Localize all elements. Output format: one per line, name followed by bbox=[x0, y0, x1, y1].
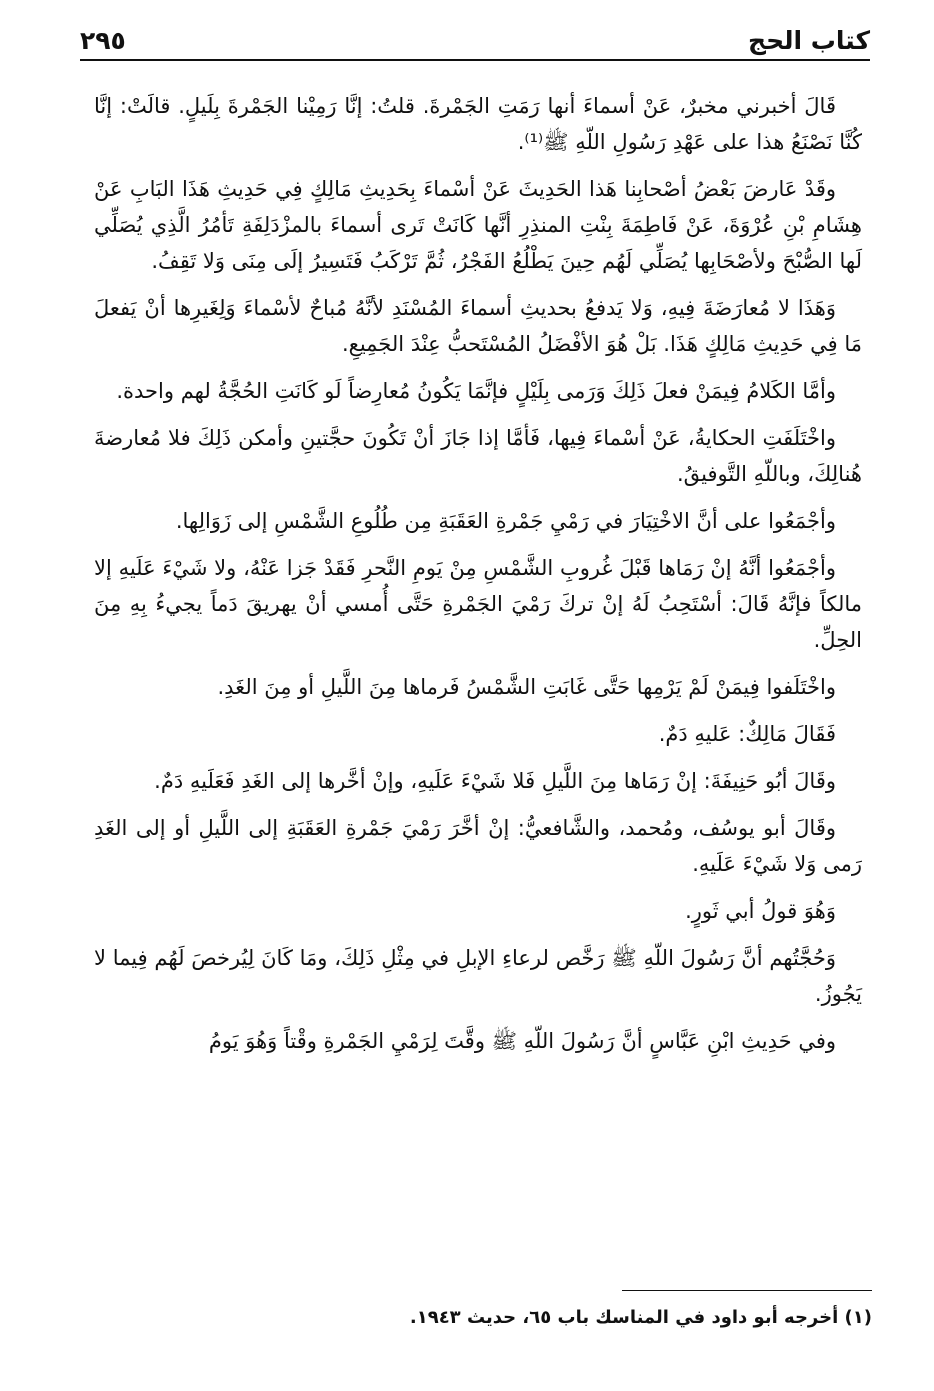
paragraph-7: وأجْمَعُوا أنَّهُ إنْ رَمَاها قَبْلَ غُروبِ الشَّمْسِ مِنْ يَومِ النَّحرِ فَقَدْ جَزا عَنْهُ، ولا شَيْءَ عَلَيهِ إلا مالكاً فإنَّهُ قَالَ: أسْتَحِبُ لَهُ إنْ تركَ رَمْيَ الجَمْرةِ حَتَّى أُمسي أنْ يهريقَ دَماً يجيءُ بِهِ مِنَ الحِلِّ. bbox=[94, 556, 862, 652]
paragraph-9: فَقَالَ مَالِكٌ: عَليهِ دَمٌ. bbox=[658, 722, 836, 746]
paragraph-5: واخْتَلَفَتِ الحكايةُ، عَنْ أسْماءَ فِيها، فَأمَّا إذا جَازَ أنْ تَكُونَ حجَّتينِ وأمكن ذَلِكَ فلا مُعارضةَ هُنالِكَ، وباللّهِ التَّوفيقُ. bbox=[94, 426, 862, 486]
paragraph-14: وفي حَدِيثِ ابْنِ عَبَّاسٍ أنَّ رَسُولَ اللّهِ ﷺ وقَّتَ لِرَمْيِ الجَمْرةِ وقْتاً وَهُوَ يَومُ bbox=[208, 1029, 836, 1053]
paragraph-8: واخْتَلَفوا فِيمَنْ لَمْ يَرْمِها حَتَّى غَابَتِ الشَّمْسُ فَرماها مِنَ اللَّيلِ أو مِنَ الغَدِ. bbox=[217, 675, 836, 699]
paragraph-13: وَحُجَّتُهم أنَّ رَسُولَ اللّهِ ﷺ رَخَّص لرعاءِ الإبلِ في مِثْلِ ذَلِكَ، ومَا كَانَ لِيُرخصَ لَهُم فِيما لا يَجُوزُ. bbox=[94, 946, 862, 1006]
paragraph-11: وقَالَ أبو يوسُف، ومُحمد، والشَّافعيُّ: إنْ أخَّرَ رَمْيَ جَمْرةِ العَقَبَةِ إلى اللَّيلِ أو إلى الغَدِ رَمى وَلا شَيْءَ عَلَيهِ. bbox=[94, 816, 862, 876]
footnote: (١) أخرجه أبو داود في المناسك باب ٦٥، حديث ١٩٤٣. bbox=[409, 1307, 872, 1328]
paragraph-12: وَهُوَ قولُ أبي ثَورٍ. bbox=[685, 899, 836, 923]
book-title: كتاب الحج bbox=[748, 26, 870, 55]
paragraph-4: وأمَّا الكَلامُ فِيمَنْ فعلَ ذَلِكَ وَرَمى بِلَيْلٍ فإنَّمَا يَكُونُ مُعارِضاً لَو كَانَتِ الحُجَّةُ لهم واحدة. bbox=[116, 379, 836, 403]
header-rule bbox=[80, 59, 870, 61]
page-number: ٢٩٥ bbox=[80, 26, 126, 55]
page-header bbox=[80, 22, 870, 62]
paragraph-10: وقَالَ أبُو حَنِيفَةَ: إنْ رَمَاها مِنَ اللَّيلِ فَلا شَيْءَ عَلَيهِ، وإنْ أخَّرها إلى الغَدِ فَعَلَيهِ دَمٌ. bbox=[154, 769, 836, 793]
paragraph-3: وَهَذَا لا مُعارَضَةَ فِيهِ، وَلا يَدفعُ بحديثِ أسماءَ المُسْنَدِ لأنَّهُ مُباحٌ لأسْماءَ وَلِغَيرِها أنْ يَفعلَ مَا فِي حَدِيثِ مَالِكٍ هَذَا. بَلْ هُوَ الأفْضَلُ المُسْتَحبُّ عِنْدَ الجَمِيعِ. bbox=[94, 296, 862, 356]
paragraph-6: وأجْمَعُوا على أنَّ الاخْتِيَارَ في رَمْيِ جَمْرةِ العَقَبَةِ مِن طُلُوعِ الشَّمْسِ إلى زَوَالِها. bbox=[175, 509, 836, 533]
main-text bbox=[94, 88, 862, 1070]
paragraph-1: قَالَ أخبرني مخبرٌ، عَنْ أسماءَ أنها رَمَتِ الجَمْرةَ. قلتُ: إنَّا رَمِيْنا الجَمْرةَ بِلَيلٍ. قالَتْ: إنَّا كُنَّا نَصْنَعُ هذا على عَهْدِ رَسُولِ اللّهِ ﷺ⁽¹⁾. bbox=[94, 94, 862, 154]
footnote-rule bbox=[622, 1290, 872, 1291]
paragraph-2: وقَدْ عَارضَ بَعْضُ أصْحابِنا هَذا الحَدِيثَ عَنْ أسْماءَ بِحَدِيثِ مَالِكٍ فِي حَدِيثِ هَذَا البَابِ عَنْ هِشَامِ بْنِ عُرْوَةَ، عَنْ فَاطِمَةَ بِنْتِ المنذِرِ أنَّها كَانَتْ تَرى أسماءَ بالمزْدَلِفَةِ تَأمُرُ الَّذِي يُصَلِّي لَها الصُّبْحَ ولأصْحَابِها يُصَلِّي لَهُم حِينَ يَطْلُعُ الفَجْرُ، ثُمَّ تَرْكَبُ فَتَسِيرُ إلَى مِنَى وَلا تَقِفُ. bbox=[94, 177, 862, 273]
